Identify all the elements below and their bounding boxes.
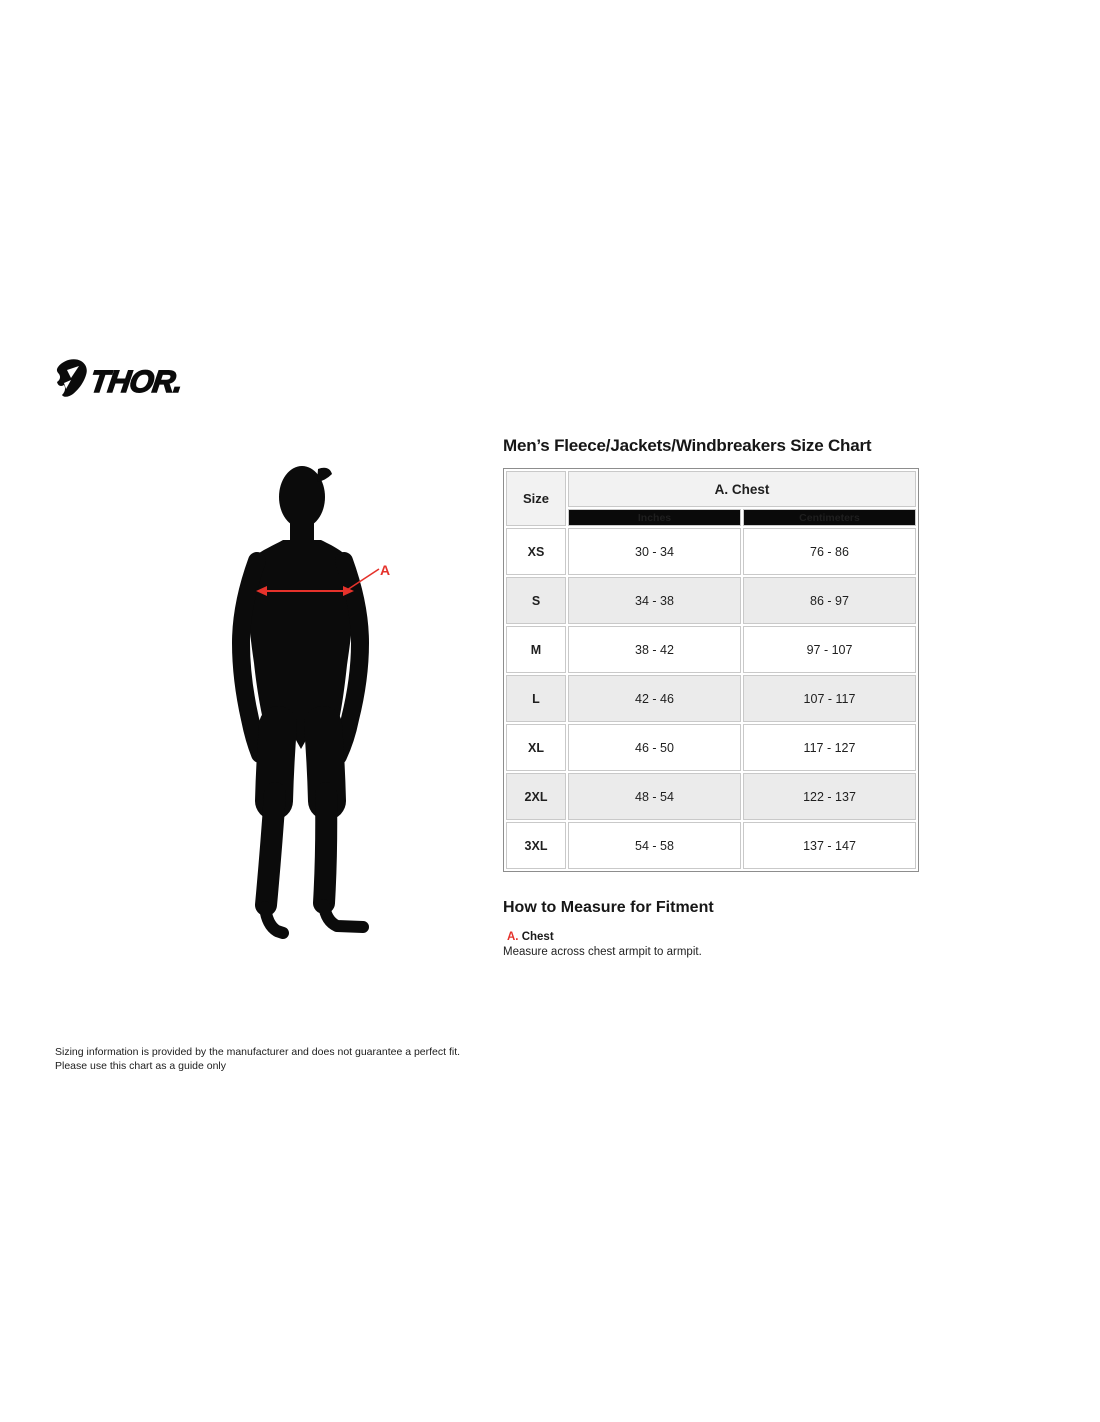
measure-item-chest	[503, 931, 923, 958]
inches-value: 38 - 42	[568, 626, 741, 673]
measure-item-description: Measure across chest armpit to armpit.	[503, 946, 702, 958]
male-silhouette	[247, 466, 354, 749]
measurement-figure	[225, 463, 395, 943]
centimeters-value: 76 - 86	[743, 528, 916, 575]
inches-value: 30 - 34	[568, 528, 741, 575]
sizing-disclaimer	[55, 1045, 460, 1073]
table-row-l	[506, 675, 916, 722]
measure-item-letter: A.	[507, 931, 519, 943]
chest-annotation-letter: A	[380, 562, 391, 578]
inches-value: 54 - 58	[568, 822, 741, 869]
brand-logo	[54, 356, 194, 402]
size-label: XL	[506, 724, 566, 771]
table-row-m	[506, 626, 916, 673]
centimeters-value: 122 - 137	[743, 773, 916, 820]
thor-logo-graphic	[54, 356, 194, 402]
size-label: 2XL	[506, 773, 566, 820]
centimeters-value: 107 - 117	[743, 675, 916, 722]
size-label: L	[506, 675, 566, 722]
measure-item-label	[507, 931, 923, 943]
disclaimer-line-1: Sizing information is provided by the manufacturer and does not guarantee a perfect fit.	[55, 1046, 461, 1058]
table-row-xl	[506, 724, 916, 771]
centimeters-value: 137 - 147	[743, 822, 916, 869]
inches-value: 34 - 38	[568, 577, 741, 624]
centimeters-value: 86 - 97	[743, 577, 916, 624]
how-to-measure-heading: How to Measure for Fitment	[503, 899, 714, 916]
table-row-s	[506, 577, 916, 624]
size-chart-title: Men’s Fleece/Jackets/Windbreakers Size Chart	[503, 436, 872, 455]
centimeters-value: 117 - 127	[743, 724, 916, 771]
chest-measurement-header: A. Chest	[568, 471, 916, 507]
size-label: M	[506, 626, 566, 673]
inches-column-header: Inches	[568, 509, 741, 526]
brand-logo-text: THOR.	[87, 364, 185, 399]
size-column-header: Size	[506, 471, 566, 526]
size-label: 3XL	[506, 822, 566, 869]
size-label: S	[506, 577, 566, 624]
measure-item-name: Chest	[521, 931, 554, 943]
inches-value: 42 - 46	[568, 675, 741, 722]
size-label: XS	[506, 528, 566, 575]
disclaimer-line-2: Please use this chart as a guide only	[55, 1060, 227, 1072]
male-silhouette-illustration	[225, 463, 395, 943]
table-header-row	[506, 471, 916, 507]
inches-value: 48 - 54	[568, 773, 741, 820]
size-chart-table-container	[503, 468, 919, 872]
centimeters-value: 97 - 107	[743, 626, 916, 673]
inches-value: 46 - 50	[568, 724, 741, 771]
table-unit-row	[506, 509, 916, 526]
table-row-xs	[506, 528, 916, 575]
size-chart-table	[503, 468, 919, 872]
table-row-3xl	[506, 822, 916, 869]
how-to-measure-section	[503, 899, 923, 958]
centimeters-column-header: Centimeters	[743, 509, 916, 526]
goat-head-icon	[57, 359, 87, 397]
table-row-2xl	[506, 773, 916, 820]
